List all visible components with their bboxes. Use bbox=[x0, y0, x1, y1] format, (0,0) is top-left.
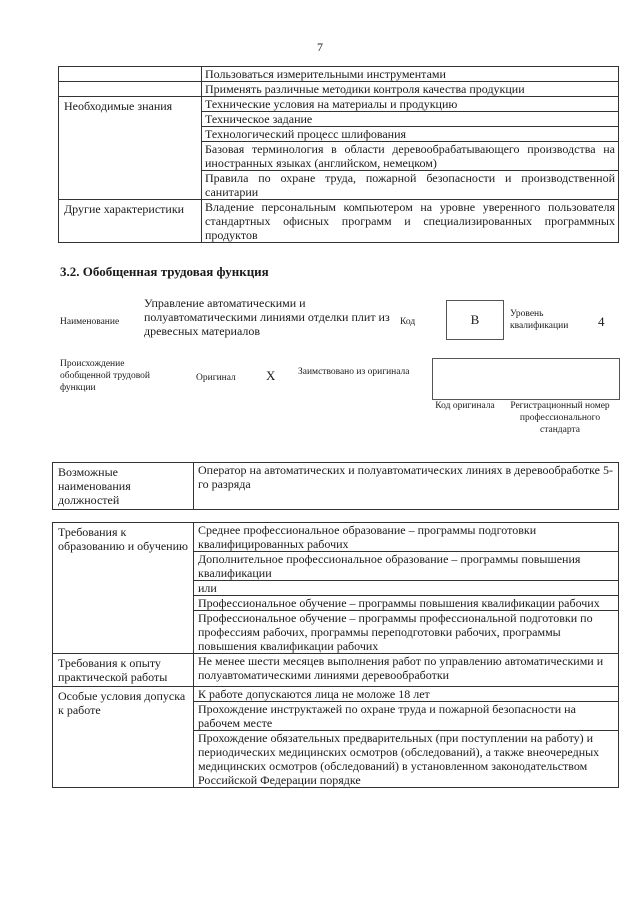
page-number: 7 bbox=[317, 40, 323, 54]
table-cell: Базовая терминология в области деревообрабатывающего производства на иностранных языках (английском, немецком) bbox=[202, 142, 619, 171]
table-row bbox=[53, 687, 619, 702]
table-cell: Прохождение инструктажей по охране труда и пожарной безопасности на рабочем месте bbox=[194, 702, 619, 731]
table-cell: Правила по охране труда, пожарной безопасности и производственной санитарии bbox=[202, 171, 619, 200]
row-label: Другие характеристики bbox=[59, 200, 202, 243]
table-cell: Технологический процесс шлифования bbox=[202, 127, 619, 142]
original-label: Оригинал bbox=[196, 373, 236, 383]
table-cell: Применять различные методики контроля качества продукции bbox=[202, 82, 619, 97]
skills-knowledge-table bbox=[58, 66, 619, 243]
name-label: Наименование bbox=[60, 317, 120, 327]
table-cell: Техническое задание bbox=[202, 112, 619, 127]
table-cell: Дополнительное профессиональное образование – программы повышения квалификации bbox=[194, 552, 619, 581]
row-label: Возможные наименования должностей bbox=[53, 463, 194, 510]
row-label bbox=[59, 67, 202, 82]
requirements-table bbox=[52, 522, 619, 788]
table-cell: Технические условия на материалы и продукцию bbox=[202, 97, 619, 112]
original-mark: X bbox=[266, 368, 276, 383]
origin-label: Происхождение обобщенной трудовой функции bbox=[60, 359, 150, 393]
table-cell: Прохождение обязательных предварительных (при поступлении на работу) и периодических медицинских осмотров (обследований), а также внеочередных медицинских осмотров (обследований) в установленном законодательством Российской Федерации порядке bbox=[194, 731, 619, 788]
table-row bbox=[53, 654, 619, 687]
table-row bbox=[53, 463, 619, 510]
function-name: Управление автоматическими и полуавтоматическими линиями отделки плит из древесных материалов bbox=[144, 296, 390, 338]
table-cell: К работе допускаются лица не моложе 18 лет bbox=[194, 687, 619, 702]
code-original-label: Код оригинала bbox=[435, 401, 495, 411]
table-cell: Не менее шести месяцев выполнения работ по управлению автоматическими и полуавтоматическими линиями деревообработки bbox=[194, 654, 619, 687]
origin-code-box bbox=[432, 358, 620, 400]
code-value: В bbox=[446, 300, 504, 340]
table-row bbox=[59, 97, 619, 112]
positions-table bbox=[52, 462, 619, 510]
table-cell: Оператор на автоматических и полуавтоматических линиях в деревообработке 5-го разряда bbox=[194, 463, 619, 510]
borrowed-label: Заимствовано из оригинала bbox=[298, 367, 410, 377]
table-cell: Профессиональное обучение – программы повышения квалификации рабочих bbox=[194, 596, 619, 611]
row-label: Необходимые знания bbox=[59, 97, 202, 200]
row-label: Требования к образованию и обучению bbox=[53, 523, 194, 654]
table-row bbox=[59, 82, 619, 97]
section-heading: 3.2. Обобщенная трудовая функция bbox=[60, 264, 269, 279]
registration-number-label: Регистрационный номер профессионального стандарта bbox=[510, 401, 610, 435]
row-label: Требования к опыту практической работы bbox=[53, 654, 194, 687]
table-cell: Владение персональным компьютером на уровне уверенного пользователя стандартных офисных программ и специализированных программных продуктов bbox=[202, 200, 619, 243]
row-label bbox=[59, 82, 202, 97]
table-cell: или bbox=[194, 581, 619, 596]
code-label: Код bbox=[400, 317, 416, 327]
table-cell: Среднее профессиональное образование – программы подготовки квалифицированных рабочих bbox=[194, 523, 619, 552]
table-row bbox=[59, 67, 619, 82]
table-cell: Профессиональное обучение – программы профессиональной подготовки по профессиям рабочих, программы переподготовки рабочих, программы повышения квалификации рабочих bbox=[194, 611, 619, 654]
level-value: 4 bbox=[598, 314, 605, 329]
row-label: Особые условия допуска к работе bbox=[53, 687, 194, 788]
table-row bbox=[53, 523, 619, 552]
table-row bbox=[59, 200, 619, 243]
level-label: Уровень квалификации bbox=[510, 309, 569, 331]
table-cell: Пользоваться измерительными инструментами bbox=[202, 67, 619, 82]
